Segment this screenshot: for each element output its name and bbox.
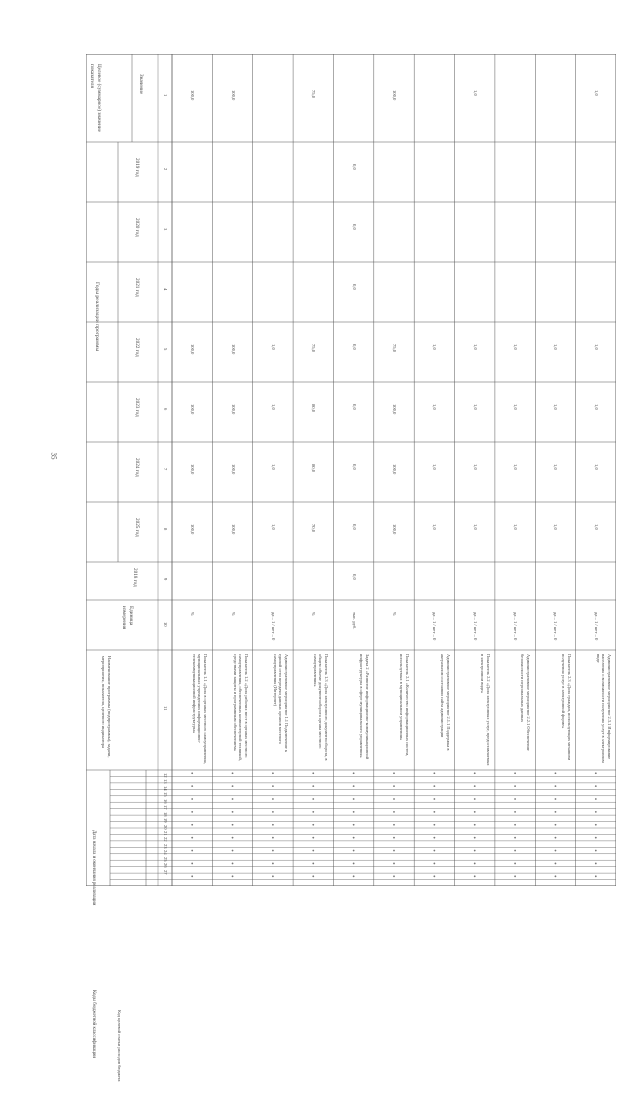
code-cell-mark [433, 837, 435, 839]
row-year-value: 1,0 [593, 464, 599, 470]
row-final-value: 1,0 [472, 90, 478, 96]
row-year-value: 0,0 [351, 404, 357, 410]
code-cell-mark [433, 863, 435, 865]
code-cell-mark [474, 824, 476, 826]
row-final-value: 75,0 [311, 90, 317, 99]
column-number: 6 [163, 408, 168, 411]
code-cell-mark [595, 850, 597, 852]
row-unit: да – 1 / нет – 0 [472, 612, 478, 641]
code-cell-mark [555, 850, 557, 852]
code-cell-mark [232, 785, 234, 787]
code-cell-mark [191, 875, 193, 877]
row-unit: % [230, 612, 236, 616]
code-cell-mark [353, 824, 355, 826]
code-cell-mark [232, 811, 234, 813]
code-cell-mark [393, 772, 395, 774]
header-measures-section: Дата начала и окончания реализации [91, 830, 96, 906]
row-year-value: 0,0 [351, 344, 357, 350]
code-cell-mark [474, 850, 476, 852]
page-number: 35 [49, 452, 58, 460]
column-number: 13 [163, 779, 168, 785]
code-cell-mark [595, 811, 597, 813]
column-number: 16 [163, 798, 168, 804]
code-cell-mark [232, 824, 234, 826]
header-year: 2020 год [134, 218, 140, 237]
header-unit: Единица измерения [121, 606, 134, 630]
code-cell-mark [272, 798, 274, 800]
column-number: 21 [163, 831, 168, 836]
code-cell-mark [393, 811, 395, 813]
column-number: 14 [163, 785, 168, 791]
row-unit: да – 1 / нет – 0 [593, 612, 599, 641]
code-cell-mark [353, 850, 355, 852]
code-cell-mark [232, 798, 234, 800]
code-cell-mark [272, 863, 274, 865]
code-cell-mark [474, 811, 476, 813]
code-cell-mark [312, 875, 314, 877]
row-year-value: 100,0 [392, 404, 397, 415]
header-final-group: Целевое (суммарное) значение показателя [89, 64, 102, 132]
code-cell-mark [433, 811, 435, 813]
row-indicator-name: Показатель 1.3 «Доля электронного документооборота, в общем объеме документооборота органа местного самоуправления» [313, 654, 330, 761]
row-year-value: 1,0 [593, 344, 599, 350]
code-cell-mark [393, 875, 395, 877]
row-unit: % [392, 612, 397, 616]
code-cell-mark [474, 772, 476, 774]
row-year-value: 100,0 [230, 464, 236, 475]
row-unit: да – 1 / нет – 0 [432, 612, 438, 641]
column-number: 1 [163, 94, 168, 97]
code-cell-mark [191, 837, 193, 839]
header-year: 2019 год [134, 158, 140, 177]
code-cell-mark [312, 785, 314, 787]
code-cell-mark [514, 875, 516, 877]
code-cell-mark [514, 785, 516, 787]
code-cell-mark [191, 772, 193, 774]
column-number: 19 [163, 818, 168, 823]
code-cell-mark [272, 811, 274, 813]
column-number: 8 [163, 528, 168, 531]
row-indicator-name: Показатель 2.3 «Доля граждан, использующих механизм получения услуг в электронной форме» [561, 654, 572, 761]
row-unit: % [311, 612, 317, 616]
code-cell-mark [474, 863, 476, 865]
row-indicator-name: Административное мероприятие 2.3.1 Информирование населения о возможности получения услуг в электронном виде [596, 654, 612, 763]
row-year-value: 100,0 [190, 464, 196, 475]
code-cell-mark [474, 837, 476, 839]
row-unit: да – 1 / нет – 0 [513, 612, 519, 641]
code-cell-mark [595, 875, 597, 877]
column-number: 17 [163, 805, 168, 810]
code-cell-mark [232, 837, 234, 839]
code-cell-mark [474, 875, 476, 877]
code-cell-mark [393, 863, 395, 865]
code-cell-mark [353, 837, 355, 839]
row-final-value: 1,0 [593, 90, 599, 96]
header-year: 2025 год [134, 518, 140, 537]
code-cell-mark [514, 863, 516, 865]
code-cell-mark [555, 824, 557, 826]
row-unit: да – 1 / нет – 0 [270, 612, 276, 641]
code-cell-mark [474, 798, 476, 800]
header-year: 2023 год [134, 398, 140, 417]
row-year-value: 0,0 [351, 284, 357, 290]
column-number: 4 [163, 288, 168, 291]
row-year-value: 1,0 [432, 524, 438, 530]
code-cell-mark [232, 875, 234, 877]
row-year-value: 1,0 [553, 524, 559, 530]
header-base-year: 2018 год [132, 568, 138, 587]
row-year-value: 100,0 [230, 404, 236, 415]
header-final-col: Значение [138, 74, 144, 95]
code-cell-mark [595, 824, 597, 826]
row-year-value: 100,0 [392, 464, 397, 475]
row-year-value: 1,0 [432, 464, 438, 470]
code-cell-mark [514, 837, 516, 839]
code-cell-mark [555, 785, 557, 787]
code-cell-mark [353, 811, 355, 813]
code-cell-mark [514, 850, 516, 852]
code-cell-mark [353, 863, 355, 865]
code-cell-mark [312, 772, 314, 774]
code-cell-mark [514, 798, 516, 800]
row-year-value: 0,0 [351, 224, 357, 230]
code-cell-mark [312, 837, 314, 839]
row-year-value: 0,0 [351, 464, 357, 470]
row-year-value: 1,0 [432, 344, 438, 350]
row-year-value: 1,0 [553, 464, 559, 470]
row-year-value: 1,0 [270, 464, 276, 470]
column-number: 2 [163, 168, 168, 171]
code-cell-mark [595, 837, 597, 839]
code-cell-mark [393, 824, 395, 826]
row-year-value: 1,0 [472, 464, 478, 470]
column-number: 15 [163, 792, 168, 797]
code-cell-mark [555, 837, 557, 839]
code-cell-mark [191, 798, 193, 800]
row-year-value: 1,0 [432, 404, 438, 410]
code-cell-mark [312, 811, 314, 813]
code-cell-mark [353, 798, 355, 800]
code-cell-mark [595, 798, 597, 800]
column-number: 24 [163, 850, 168, 855]
row-indicator-name: Административное мероприятие 2.2.1 Обеспечение безопасности персональных данных [520, 654, 532, 751]
code-cell-mark [272, 837, 274, 839]
code-cell-mark [191, 850, 193, 852]
column-number: 7 [163, 468, 168, 471]
row-year-value: 1,0 [553, 344, 559, 350]
header-program-section: Коды бюджетной классификации [91, 990, 96, 1058]
code-cell-mark [514, 824, 516, 826]
row-year-value: 1,0 [513, 524, 519, 530]
row-year-value: 100,0 [190, 344, 196, 355]
row-year-value: 1,0 [472, 524, 478, 530]
row-unit: да – 1 / нет – 0 [553, 612, 559, 641]
row-base-value: 0,0 [351, 574, 357, 580]
code-cell-mark [595, 772, 597, 774]
code-cell-mark [595, 785, 597, 787]
code-cell-mark [555, 798, 557, 800]
code-cell-mark [514, 772, 516, 774]
code-cell-mark [232, 850, 234, 852]
row-final-value: 100,0 [230, 90, 236, 101]
row-indicator-name: Показатель 1.1 «Доля в органах местного самоуправления, муниципальных учреждениях информационно-телекоммуникационной инфраструктуры» [192, 654, 209, 764]
code-cell-mark [191, 824, 193, 826]
row-year-value: 1,0 [270, 524, 276, 530]
code-cell-mark [433, 798, 435, 800]
column-number: 27 [163, 869, 168, 875]
row-indicator-name: Административное мероприятие 2.1.1 Поддержка в актуальном состоянии сайта администрации [440, 654, 451, 751]
row-year-value: 1,0 [513, 404, 519, 410]
header-program-sub: Код целевой статьи расходов бюджета [117, 1010, 122, 1082]
row-year-value: 100,0 [230, 524, 236, 535]
column-number: 9 [163, 578, 168, 581]
row-year-value: 1,0 [472, 344, 478, 350]
code-cell-mark [312, 850, 314, 852]
code-cell-mark [393, 837, 395, 839]
code-cell-mark [272, 824, 274, 826]
row-year-value: 1,0 [593, 404, 599, 410]
row-unit: % [190, 612, 196, 616]
code-cell-mark [353, 875, 355, 877]
header-indicator-name: Наименование программы (подпрограммы), задачи, мероприятия, показателя, целевого индикатора [101, 656, 112, 758]
row-year-value: 1,0 [553, 404, 559, 410]
row-year-value: 100,0 [392, 524, 397, 535]
code-cell-mark [353, 772, 355, 774]
row-indicator-name: Показатель 1.2 «Доля рабочих мест в органах местного самоуправления, обеспеченных компьютерной техникой, средствами защиты и программным обеспечением» [232, 654, 249, 761]
code-cell-mark [555, 811, 557, 813]
column-number: 23 [163, 843, 168, 849]
row-indicator-name: Задача 2 «Развитие информационно-коммуникационной инфраструктуры в сфере муниципального управления» [359, 654, 370, 760]
row-year-value: 1,0 [593, 524, 599, 530]
row-year-value: 75,0 [311, 344, 317, 353]
column-number: 5 [163, 348, 168, 351]
code-cell-mark [433, 850, 435, 852]
code-cell-mark [191, 785, 193, 787]
header-year: 2022 год [134, 338, 140, 357]
code-cell-mark [312, 798, 314, 800]
row-year-value: 75,0 [392, 344, 397, 353]
row-final-value: 100,0 [190, 90, 196, 101]
code-cell-mark [312, 863, 314, 865]
header-year: 2024 год [134, 458, 140, 477]
row-unit: тыс. руб. [351, 612, 357, 630]
code-cell-mark [433, 824, 435, 826]
code-cell-mark [474, 785, 476, 787]
code-cell-mark [514, 811, 516, 813]
rotated-program-table [86, 54, 616, 1082]
code-cell-mark [191, 811, 193, 813]
header-years-group: Годы реализации программы [94, 282, 100, 352]
code-cell-mark [312, 824, 314, 826]
code-cell-mark [595, 863, 597, 865]
row-year-value: 100,0 [190, 524, 196, 535]
code-cell-mark [393, 798, 395, 800]
row-year-value: 80,0 [311, 464, 317, 473]
code-cell-mark [433, 875, 435, 877]
code-cell-mark [393, 785, 395, 787]
column-number: 20 [163, 824, 168, 830]
code-cell-mark [555, 875, 557, 877]
code-cell-mark [272, 785, 274, 787]
row-year-value: 1,0 [270, 344, 276, 350]
column-number: 10 [163, 622, 168, 627]
row-year-value: 70,0 [311, 524, 317, 533]
column-number: 18 [163, 811, 168, 817]
column-number: 26 [163, 863, 168, 868]
code-cell-mark [433, 772, 435, 774]
row-indicator-name: Показатель 2.1 «Количество информационных систем, используемых в муниципальном управлении» [399, 654, 411, 757]
column-number: 11 [163, 706, 168, 711]
row-year-value: 100,0 [190, 404, 196, 415]
code-cell-mark [433, 785, 435, 787]
header-year: 2021 год [134, 278, 140, 297]
code-cell-mark [393, 850, 395, 852]
code-cell-mark [191, 863, 193, 865]
row-year-value: 1,0 [513, 464, 519, 470]
code-cell-mark [232, 863, 234, 865]
code-cell-mark [272, 875, 274, 877]
row-year-value: 0,0 [351, 524, 357, 530]
column-number: 22 [163, 837, 168, 843]
code-cell-mark [272, 772, 274, 774]
row-year-value: 1,0 [472, 404, 478, 410]
row-indicator-name: Административное мероприятие 1.1 Подключение к единой сети передачи данных органов местного самоуправления (Интернет) [273, 654, 290, 753]
row-final-value: 100,0 [392, 90, 397, 101]
code-cell-mark [272, 850, 274, 852]
column-number: 25 [163, 856, 168, 862]
row-year-value: 1,0 [513, 344, 519, 350]
row-year-value: 1,0 [270, 404, 276, 410]
row-year-value: 0,0 [351, 164, 357, 170]
code-cell-mark [353, 785, 355, 787]
code-cell-mark [555, 863, 557, 865]
row-year-value: 100,0 [230, 344, 236, 355]
column-number: 3 [163, 228, 168, 231]
code-cell-mark [232, 772, 234, 774]
column-number: 12 [163, 773, 168, 778]
row-year-value: 80,0 [311, 404, 317, 413]
code-cell-mark [555, 772, 557, 774]
row-indicator-name: Показатель 2.2 «Доля электронных услуг, предоставляемых в электронном виде» [480, 654, 491, 766]
